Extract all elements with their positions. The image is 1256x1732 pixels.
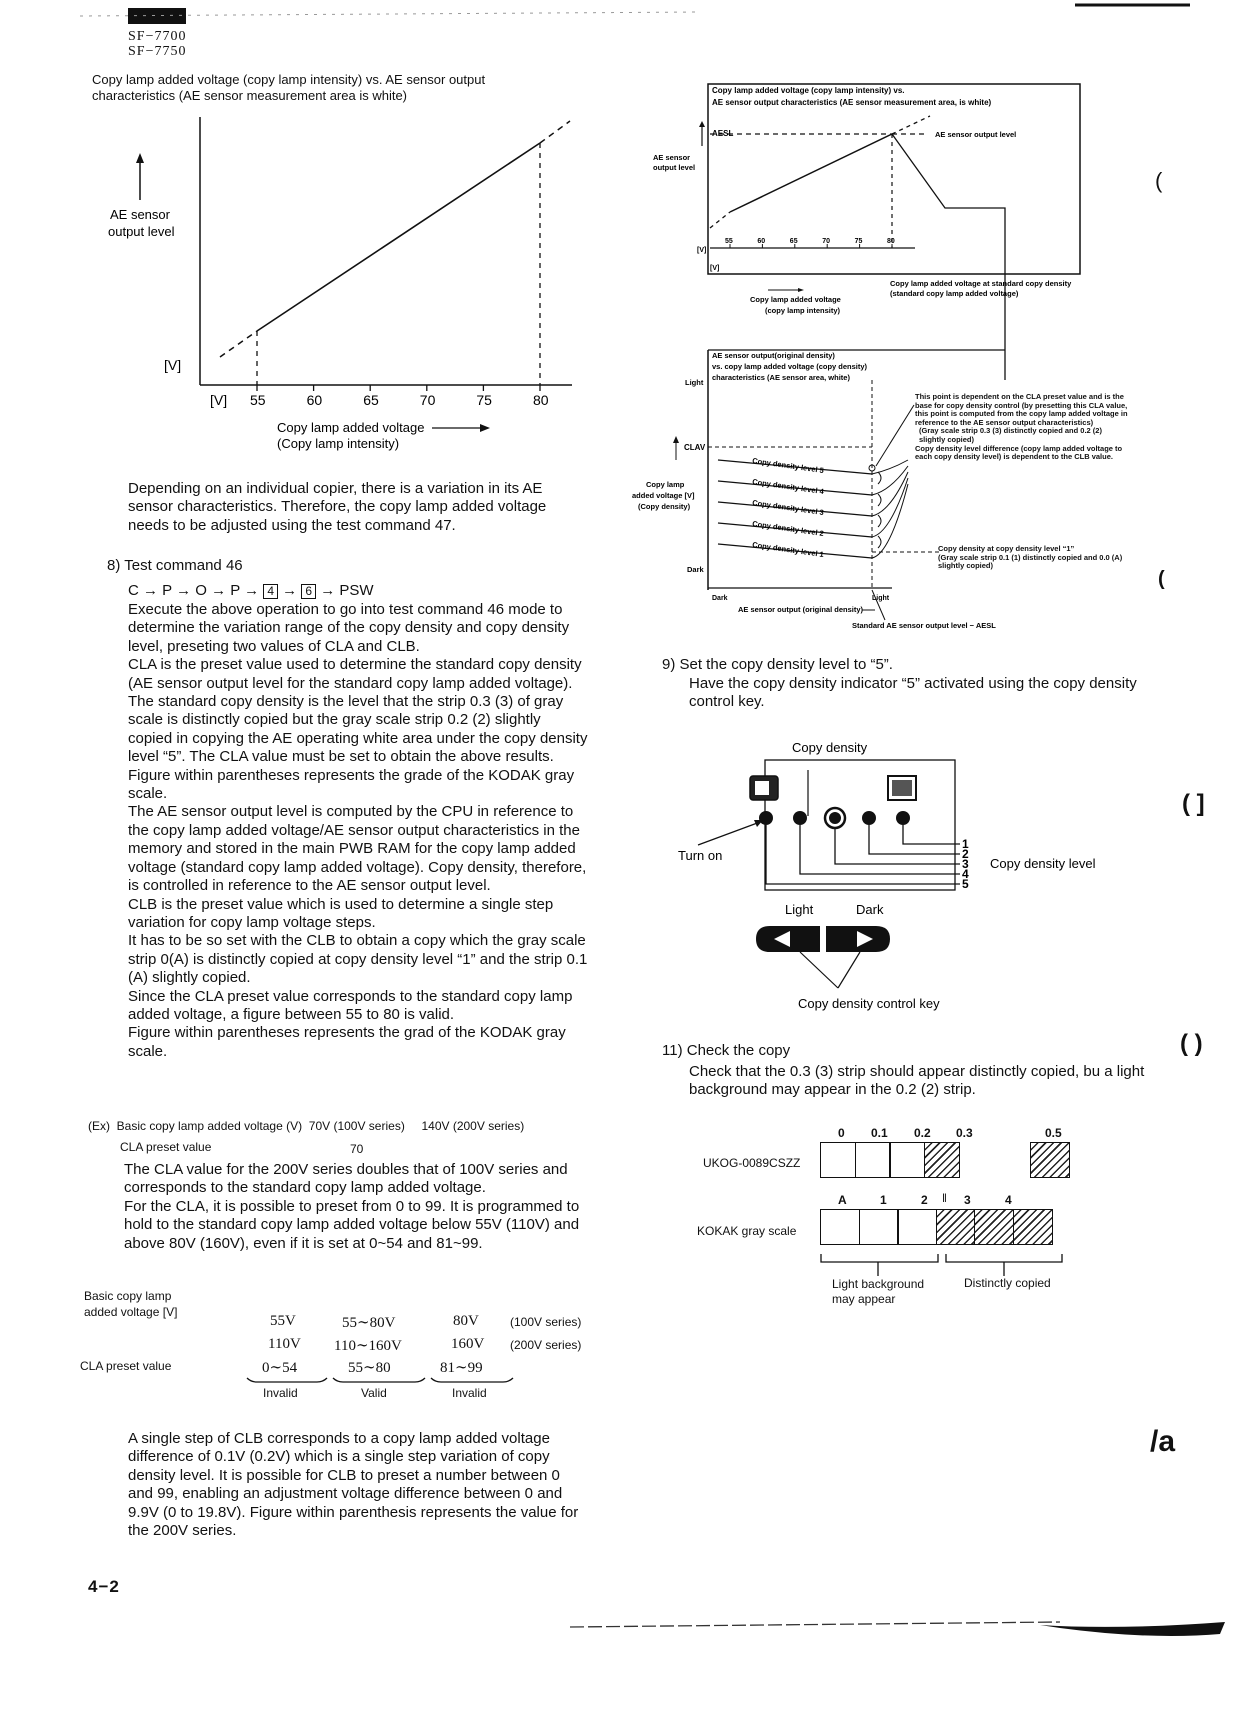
graph2-left-label-1: Copy lamp <box>646 480 685 489</box>
level-label: Copy density level <box>990 856 1096 871</box>
graph2-tick-label-75: 75 <box>854 238 863 245</box>
graph1-tick-label-70: 70 <box>419 392 436 408</box>
page-number: 4−2 <box>88 1577 120 1596</box>
model-number-2: SF−7750 <box>128 44 187 59</box>
light-key-label: Light <box>785 902 814 917</box>
ukog-label: UKOG-0089CSZZ <box>703 1156 801 1170</box>
graph2-std-aesl: Standard AE sensor output level − AESL <box>852 621 996 630</box>
graph2-box-title-3: characteristics (AE sensor area, white) <box>712 373 850 382</box>
graph1-x-unit: [V] <box>210 392 228 408</box>
graph1-ylabel-1: AE sensor <box>110 207 170 222</box>
example-cla-value: 70 <box>350 1142 364 1156</box>
graph2-tick-label-65: 65 <box>789 238 798 245</box>
test-command-sequence: C → P → O → P → 4 → 6 → PSW <box>128 582 374 599</box>
p-execute: Execute the above operation to go into test command 46 mode to determine the variation range of the copy density and copy density level, preseting two values of CLA and CLB. <box>128 601 570 655</box>
panel-level-number-5: 5 <box>962 877 969 891</box>
graph2-box-title-2: vs. copy lamp added voltage (copy density) <box>712 362 868 371</box>
example-line: (Ex) Basic copy lamp added voltage (V) 70V (100V series) 140V (200V series) <box>88 1119 525 1133</box>
graph2-clav: CLAV <box>684 443 706 452</box>
graph2-v-bottom: [V] <box>710 265 720 272</box>
graph2-level-label-4: Copy density level 4 <box>751 477 825 497</box>
clb-paragraph: A single step of CLB corresponds to a copy lamp added voltage difference of 0.1V (0.2V) which is a single step variation of copy density level. It is possible for CLB to preset a number between 0 and 99, enabling an adjustment voltage difference between 0 and 9.9V (0 to 19.8V). Figure within parenthesis represents the value for the 200V series. <box>128 1430 579 1540</box>
graph2-v-left: [V] <box>697 247 707 254</box>
step11-title: 11) Check the copy <box>662 1042 791 1059</box>
margin-mark-1: ( <box>1155 168 1163 193</box>
panel-title: Copy density <box>792 740 868 755</box>
panel-level-number-4: 4 <box>962 867 969 881</box>
p-kodak: Figure within parentheses represents the grad of the KODAK gray scale. <box>128 1024 566 1060</box>
key-4: 4 <box>263 584 278 599</box>
graph2-x-caption: AE sensor output (original density) <box>738 605 864 614</box>
graph1-xlabel-1: Copy lamp added voltage <box>277 420 425 435</box>
example-cla-label: CLA preset value <box>120 1140 212 1154</box>
panel-level-number-1: 1 <box>962 837 969 851</box>
graph2-tick-label-70: 70 <box>822 238 830 245</box>
graph2-title-2: AE sensor output characteristics (AE sensor measurement area, is white) <box>712 98 992 107</box>
p-200v: The CLA value for the 200V series doubles that of 100V series and corresponds to the standard copy lamp added voltage. <box>124 1161 568 1197</box>
margin-mark-3: ( ] <box>1182 790 1205 817</box>
graph2-left-label-2: added voltage [V] <box>632 491 695 500</box>
graph1-tick-label-75: 75 <box>476 392 492 408</box>
graph2-level-label-5: Copy density level 5 <box>751 456 825 476</box>
graph1-y-unit: [V] <box>164 357 182 373</box>
distinctly-copied-label: Distinctly copied <box>964 1276 1051 1290</box>
graph2-tick-label-80: 80 <box>887 238 895 245</box>
p-ae-sensor: The AE sensor output level is computed by the CPU in reference to the copy lamp added voltage/AE sensor output characteristics in the memory and stored in the main PWB RAM for the copy lamp added voltage (standard copy lamp added voltage). Copy density, therefore, is controlled in reference to the AE sensor output level. <box>128 803 587 895</box>
turn-on-label: Turn on <box>678 848 723 863</box>
graph2-note-5: (Gray scale strip 0.1 (1) distinctly copied and 0.0 (A) slightly copied) <box>938 552 1123 571</box>
margin-mark-5: /a <box>1150 1425 1176 1458</box>
graph1-xlabel-2: (Copy lamp intensity) <box>277 436 400 451</box>
key-6: 6 <box>301 584 316 599</box>
graph2-ylabel-2: output level <box>653 163 696 172</box>
graph2-level-label-2: Copy density level 2 <box>751 519 825 539</box>
graph2-tick-label-55: 55 <box>725 238 733 245</box>
graph2-level-label-1: Copy density level 1 <box>751 540 825 560</box>
p-standard-density: The standard copy density is the level that the strip 0.3 (3) of gray scale is distinctly copied but the gray scale strip 0.2 (2) slightly copied in copying the AE operating white area under the copy density level “5”. The CLA value must be set to obtain the above results. Figure within parentheses represents the grade of the KODAK gray scale. <box>128 693 588 803</box>
panel-level-number-2: 2 <box>962 847 969 861</box>
graph2-x-light: Light <box>872 595 890 602</box>
panel-level-number-3: 3 <box>962 857 969 871</box>
graph2-xlabel-1: Copy lamp added voltage <box>750 295 841 304</box>
p-clb: CLB is the preset value which is used to determine a single step variation for copy lamp voltage steps. <box>128 895 554 931</box>
graph2-dark: Dark <box>687 565 704 574</box>
graph2-ylabel-1: AE sensor <box>653 153 691 162</box>
model-number-1: SF−7700 <box>128 29 187 44</box>
graph2-level-label-3: Copy density level 3 <box>751 498 825 518</box>
step11-body: Check that the 0.3 (3) strip should appear distinctly copied, bu a light background may appear in the 0.2 (2) strip. <box>689 1063 1145 1099</box>
step8-title: 8) Test command 46 <box>107 557 243 574</box>
graph2-box-title-1: AE sensor output(original density) <box>712 351 835 360</box>
graph2-aesl-note: AE sensor output level <box>935 130 1017 139</box>
graph2-std-note-2: (standard copy lamp added voltage) <box>890 289 1019 298</box>
p-cla-valid: Since the CLA preset value corresponds to the standard copy lamp added voltage, a figure between 55 to 80 is valid. <box>128 987 573 1023</box>
p-cla: CLA is the preset value used to determine the standard copy density (AE sensor output level for the standard copy lamp added voltage). <box>128 656 582 692</box>
graph2-note-4: Copy density at copy density level “1” <box>938 544 1075 553</box>
cla-preset-label: CLA preset value <box>80 1359 172 1373</box>
graph2-note-2: (Gray scale strip 0.3 (3) distinctly copied and 0.2 (2) slightly copied) <box>919 426 1102 444</box>
graph1-caption: Copy lamp added voltage (copy lamp intensity) vs. AE sensor output characteristics (AE sensor measurement area is white) <box>92 72 486 103</box>
graph1-tick-label-65: 65 <box>363 392 379 408</box>
step9-body: Have the copy density indicator “5” activated using the copy density control key. <box>689 675 1137 711</box>
graph2-x-dark: Dark <box>712 595 728 602</box>
graph1-tick-label-60: 60 <box>306 392 323 408</box>
graph2-note-3: Copy density level difference (copy lamp added voltage to each copy density level) is dependent to the CLB value. <box>915 443 1123 462</box>
light-background-label: Light background may appear <box>832 1277 925 1306</box>
kodak-label: KOKAK gray scale <box>697 1224 797 1238</box>
cla-table-label: Basic copy lamp added voltage [V] <box>84 1289 178 1319</box>
p-clb-set: It has to be so set with the CLB to obtain a copy which the gray scale strip 0(A) is distinctly copied at copy density level “1” and the strip 0.1 (A) slightly copied. <box>128 932 588 987</box>
step9-title: 9) Set the copy density level to “5”. <box>662 656 893 673</box>
graph1-tick-label-55: 55 <box>250 392 266 408</box>
graph2-note-1: This point is dependent on the CLA preset value and is the base for copy density control (by presetting this CLA value, this point is computed from the copy lamp added voltage in reference to the AE sensor output characteristics) <box>915 392 1128 427</box>
graph2-xlabel-2: (copy lamp intensity) <box>765 306 841 315</box>
graph2-light: Light <box>685 378 704 387</box>
graph2-tick-label-60: 60 <box>757 238 766 245</box>
graph2-left-label-3: (Copy density) <box>638 502 691 511</box>
dark-key-label: Dark <box>856 902 884 917</box>
graph1-tick-label-80: 80 <box>533 392 549 408</box>
graph2-aesl: AESL <box>712 129 734 138</box>
p-cla-range: For the CLA, it is possible to preset from 0 to 99. It is programmed to hold to the standard copy lamp added voltage below 55V (110V) and above 80V (160V), even if it is set at 0~54 and 81~99. <box>124 1197 580 1252</box>
margin-mark-4: ( ) <box>1180 1030 1203 1057</box>
graph2-std-note-1: Copy lamp added voltage at standard copy density <box>890 279 1072 288</box>
margin-mark-2: ( <box>1158 568 1165 590</box>
graph1-ylabel-2: output level <box>108 224 175 239</box>
intro-paragraph: Depending on an individual copier, there is a variation in its AE sensor characteristics. Therefore, the copy lamp added voltage needs to be adjusted using the test command 47. <box>128 480 547 534</box>
graph2-title-1: Copy lamp added voltage (copy lamp intensity) vs. <box>712 86 905 95</box>
key-label: Copy density control key <box>798 996 940 1011</box>
